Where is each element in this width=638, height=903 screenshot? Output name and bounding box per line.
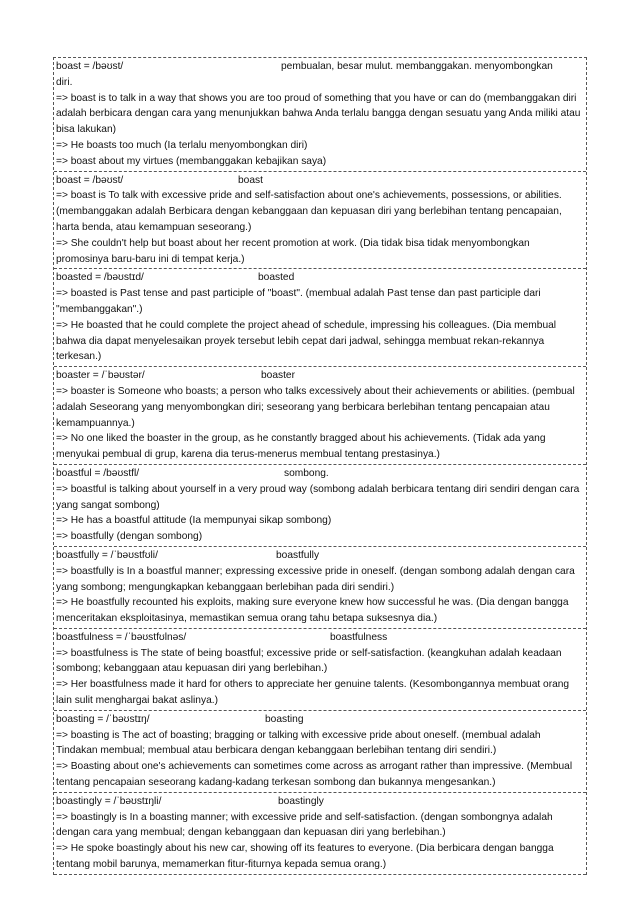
dictionary-entry (54, 629, 586, 711)
entry-headline (56, 548, 584, 564)
entry-word-pronunciation: boast = /bəʊst/ (56, 174, 124, 186)
entry-text-line: => He has a boastful attitude (Ia mempunyai sikap sombong) (56, 515, 332, 527)
entry-text-line: => He spoke boastingly about his new car, showing off its features to everyone. (Dia berbicara dengan bangga tentang mobil barunya, memamerkan fitur-fiturnya kepada semua orang.) (56, 843, 554, 871)
entry-headline (56, 368, 584, 384)
entry-translation: boast (238, 174, 263, 186)
entry-translation: boastfully (276, 549, 320, 561)
entry-headline (56, 59, 584, 75)
entry-word-pronunciation: boast = /bəʊst/ (56, 61, 124, 72)
entry-translation: boastingly (278, 795, 324, 807)
entry-word-pronunciation: boastful = /bəʊstfl/ (56, 467, 140, 479)
entry-text-line: => Boasting about one's achievements can sometimes come across as arrogant rather than impressive. (Membual tentang pencapaian seseorang kadang-kadang terkesan sombong dan bukannya mengesankan.) (56, 761, 573, 789)
entry-word-pronunciation: boasting = /ˈbəʊstɪŋ/ (56, 713, 150, 725)
entry-translation: boaster (261, 370, 295, 382)
entry-text-line: => He boasts too much (Ia terlalu menyombongkan diri) (56, 139, 308, 151)
entry-word-pronunciation: boasted = /bəʊstɪd/ (56, 272, 144, 284)
entry-text-line: => boast is to talk in a way that shows you are too proud of something that you have or can do (membanggakan diri adalah berbicara dengan cara yang menunjukkan bahwa Anda terlalu bangga dengan sesuatu yang Anda miliki atau bisa lakukan) (56, 92, 581, 136)
entry-text-line: => boastfulness is The state of being boastful; excessive pride or self-satisfaction. (keangkuhan adalah keadaan sombong; kebanggaan atau kepuasan diri yang berlebihan.) (56, 647, 562, 675)
entry-text-line: => boastingly is In a boasting manner; with excessive pride and self-satisfaction. (dengan sombongnya adalah dengan cara yang membual; dengan kebanggaan dan kepuasan diri yang berlebihan.) (56, 811, 553, 839)
dictionary-document (53, 57, 587, 875)
entry-text-line: => boasted is Past tense and past participle of "boast". (membual adalah Past tense dan past participle dari "membanggakan".) (56, 288, 541, 315)
entry-headline (56, 794, 584, 810)
entry-text-line: => boastful is talking about yourself in a very proud way (sombong adalah berbicara tentang diri sendiri dengan cara yang sangat sombong) (56, 483, 580, 511)
entry-translation: boastfulness (330, 631, 388, 643)
entry-text-line: => boastfully (dengan sombong) (56, 531, 203, 543)
entry-text-line: => Her boastfulness made it hard for others to appreciate her genuine talents. (Kesombongannya membuat orang lain sulit menghargai bakat aslinya.) (56, 679, 570, 707)
entry-word-pronunciation: boastingly = /ˈbəʊstɪŋli/ (56, 795, 162, 807)
dictionary-entry (54, 367, 586, 465)
dictionary-entry (54, 172, 586, 270)
entry-headline (56, 173, 584, 189)
entry-translation: pembualan, besar mulut. membanggakan. menyombongkan (281, 61, 553, 72)
entry-word-pronunciation: boastfully = /ˈbəʊstfʊli/ (56, 549, 158, 561)
entry-headline (56, 270, 584, 286)
dictionary-entry (54, 547, 586, 629)
entry-text-line: => boastfully is In a boastful manner; expressing excessive pride in oneself. (dengan sombong adalah dengan cara yang sombong; mengungkapkan kebanggaan berlebihan pada diri sendiri.) (56, 565, 575, 593)
entry-text-line: => No one liked the boaster in the group, as he constantly bragged about his achievements. (Tidak ada yang menyukai pembual di grup, karena dia terus-menerus membual tentang prestasinya.) (56, 433, 546, 461)
entry-headline (56, 712, 584, 728)
entry-word-pronunciation: boastfulness = /ˈbəʊstfʊlnəs/ (56, 631, 187, 643)
dictionary-entry (54, 711, 586, 793)
entry-translation: sombong. (284, 467, 329, 479)
entry-translation: boasted (258, 272, 295, 284)
entry-text-line: => boast is To talk with excessive pride and self-satisfaction about one's achievements, possessions, or abilities. (membanggakan adalah Berbicara dengan kebanggaan dan kepuasan diri yang berlebihan tentang pencapaian, harta benda, atau kemampuan seseorang.) (56, 190, 562, 233)
entry-text-line: => He boastfully recounted his exploits, making sure everyone knew how successful he was. (Dia dengan bangga menceritakan eksploitasinya, memastikan semua orang tahu betapa suksesnya dia.) (56, 597, 569, 625)
dictionary-entry (54, 793, 586, 875)
entry-headline (56, 630, 584, 646)
entry-text-line: => boaster is Someone who boasts; a person who talks excessively about their achievements or abilities. (pembual adalah Seseorang yang menyombongkan diri; seseorang yang berbicara berlebihan tentang pencapaian atau kemampuannya.) (56, 385, 575, 429)
dictionary-entry (54, 465, 586, 547)
entry-text-line: => He boasted that he could complete the project ahead of schedule, impressing his colleagues. (Dia membual bahwa dia dapat menyelesaikan proyek tersebut lebih cepat dari jadwal, sehingga membuat rekan-rekannya terkesan.) (56, 319, 557, 363)
dictionary-entry (54, 58, 586, 172)
entry-text-line: diri. (56, 76, 73, 88)
entry-text-line: => She couldn't help but boast about her recent promotion at work. (Dia tidak bisa tidak menyombongkan promosinya baru-baru ini di tempat kerja.) (56, 237, 530, 265)
dictionary-entry (54, 269, 586, 367)
entry-headline (56, 466, 584, 482)
entry-text-line: => boasting is The act of boasting; bragging or talking with excessive pride about oneself. (membual adalah Tindakan membual; membual atau berbicara dengan kebanggaan berlebihan tentang diri sendiri.) (56, 729, 541, 757)
entry-word-pronunciation: boaster = /ˈbəʊstər/ (56, 370, 145, 382)
entry-translation: boasting (265, 713, 304, 725)
entry-text-line: => boast about my virtues (membanggakan kebajikan saya) (56, 155, 327, 167)
